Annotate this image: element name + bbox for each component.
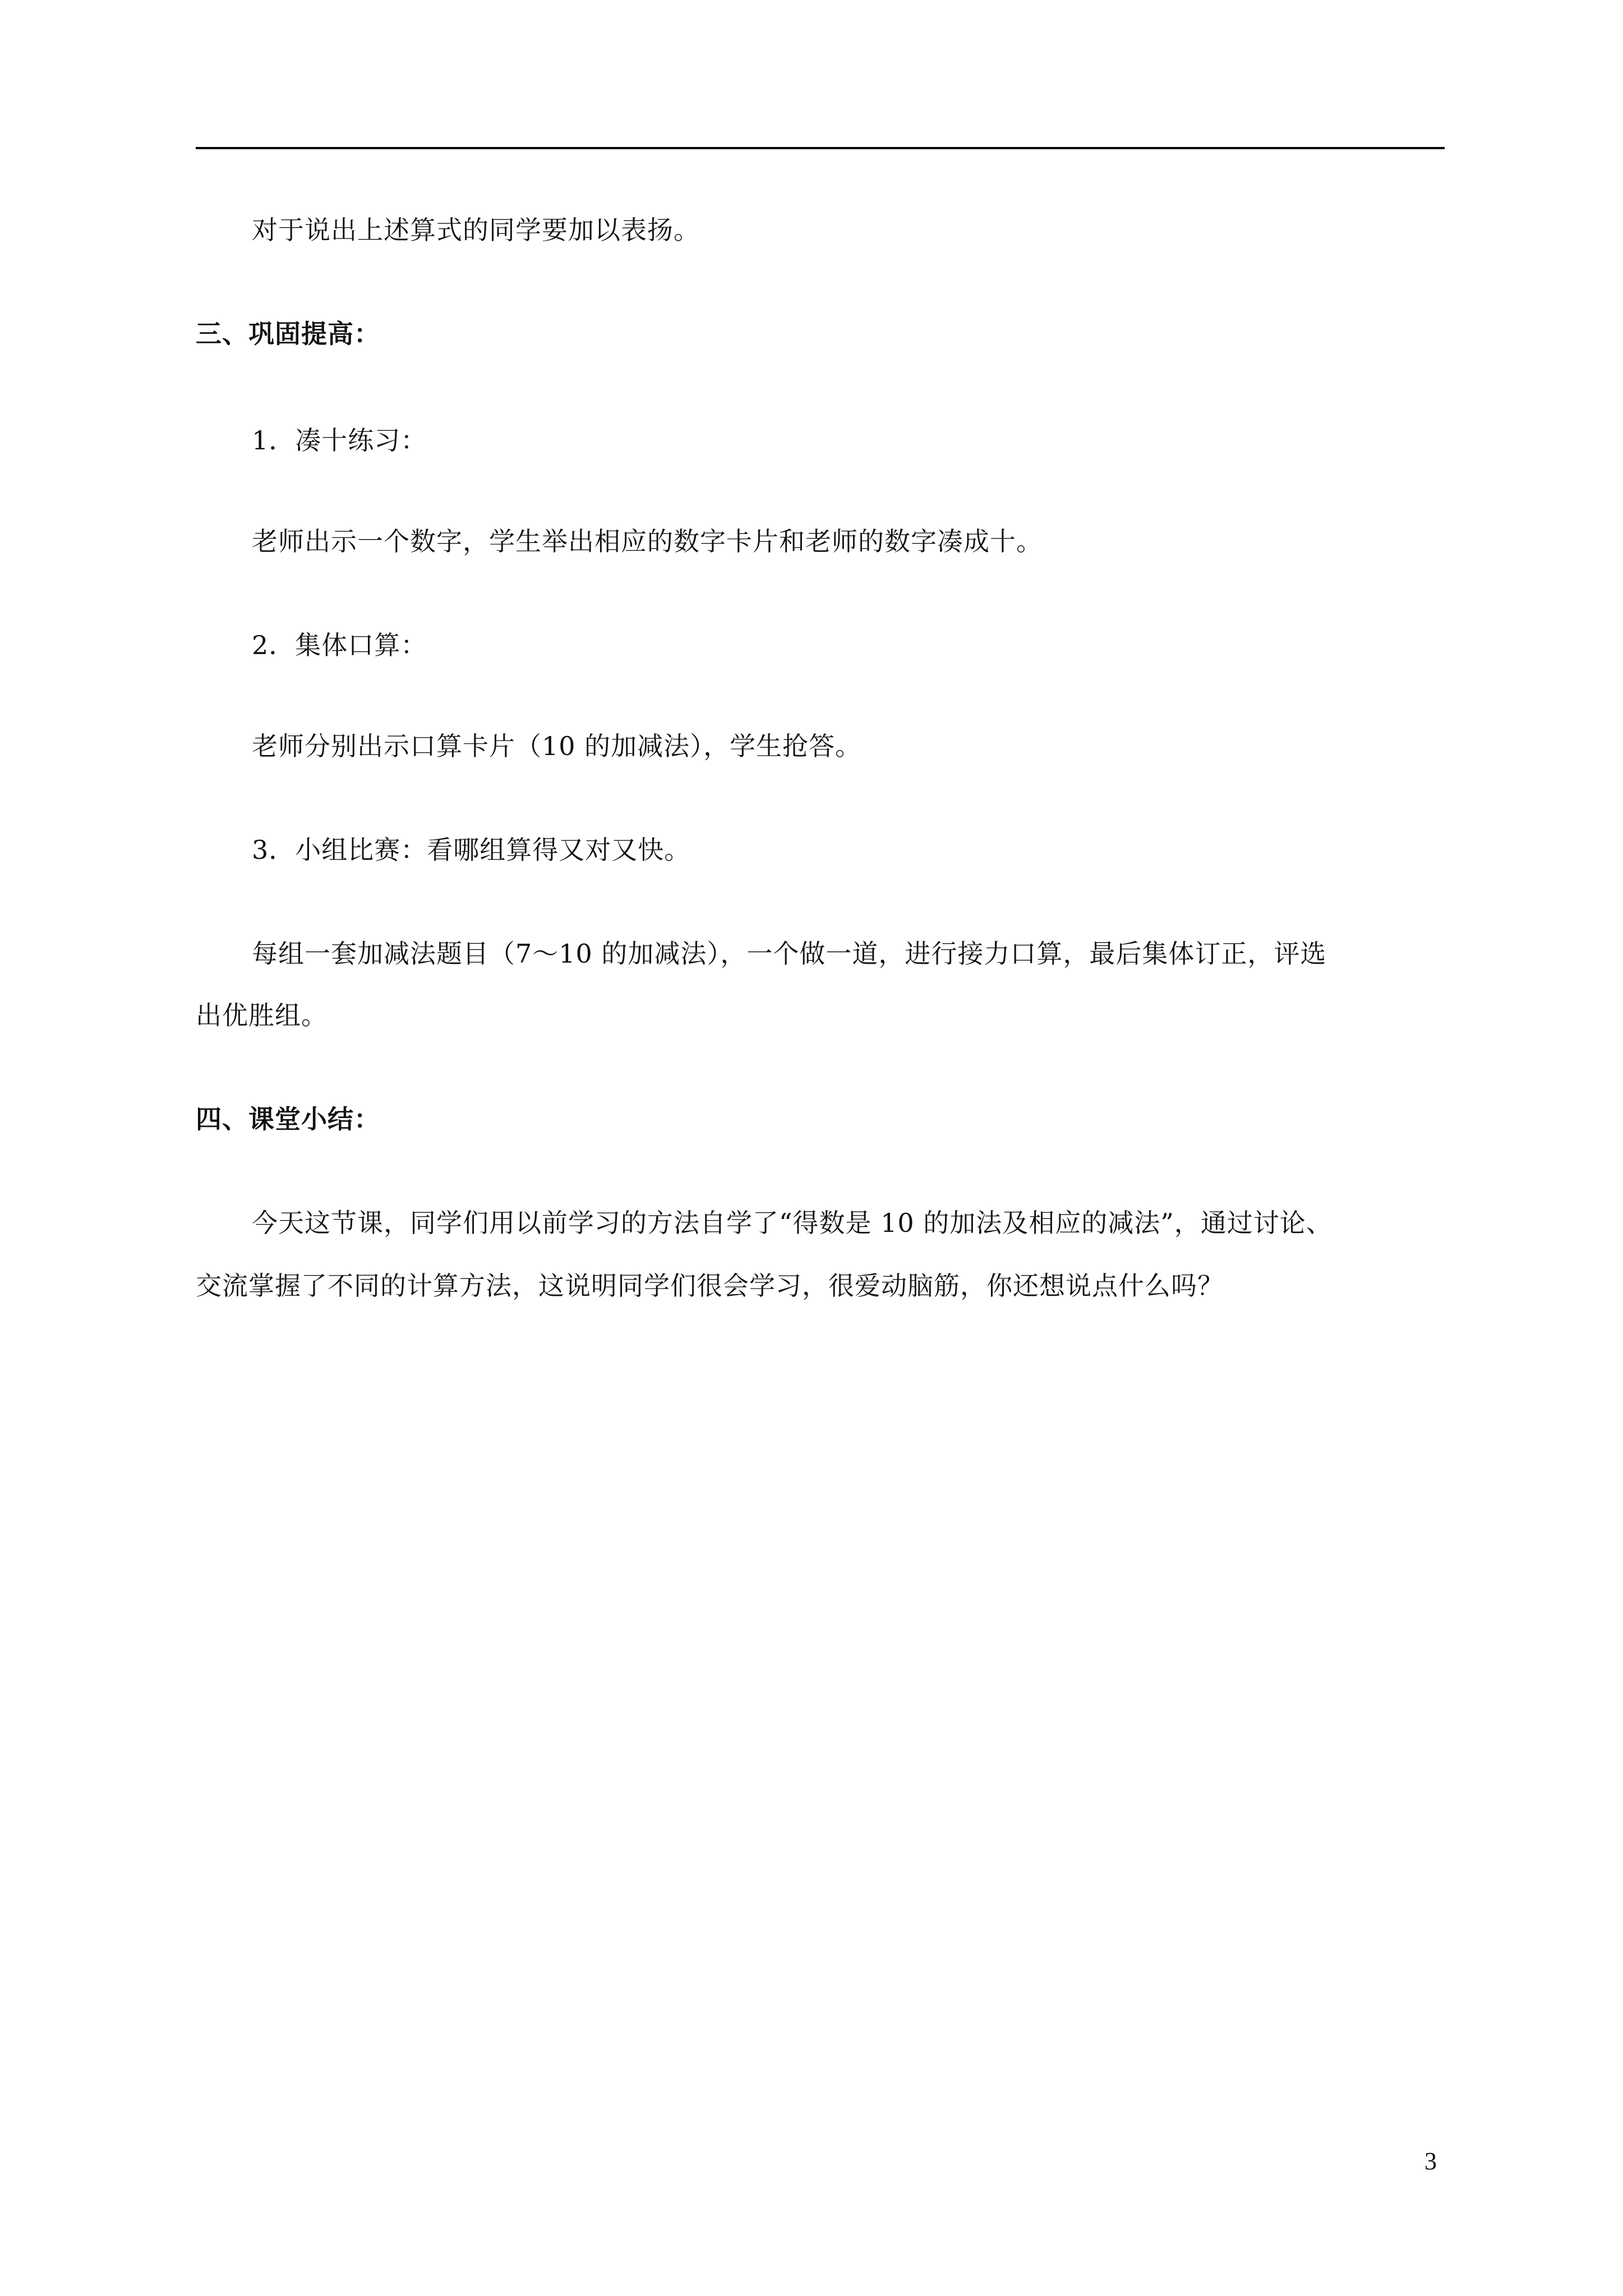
page-number: 3 (1424, 2147, 1437, 2175)
summary-line-2: 交流掌握了不同的计算方法，这说明同学们很会学习，很爱动脑筋，你还想说点什么吗？ (196, 1271, 1224, 1301)
exercise-2-title: 2．集体口算： (252, 630, 427, 660)
exercise-2-body: 老师分别出示口算卡片（10 的加减法），学生抢答。 (252, 731, 862, 761)
exercise-3-body-line-2: 出优胜组。 (196, 1000, 328, 1030)
exercise-1-body: 老师出示一个数字，学生举出相应的数字卡片和老师的数字凑成十。 (252, 526, 1043, 556)
summary-line-1: 今天这节课，同学们用以前学习的方法自学了“得数是 10 的加法及相应的减法”，通过讨论、 (252, 1208, 1332, 1238)
header-rule (196, 147, 1445, 149)
exercise-3-title: 3．小组比赛：看哪组算得又对又快。 (252, 835, 691, 865)
exercise-3-body-line-1: 每组一套加减法题目（7～10 的加减法），一个做一道，进行接力口算，最后集体订正，评选 (252, 938, 1327, 969)
exercise-1-title: 1．凑十练习： (252, 425, 427, 455)
paragraph-praise: 对于说出上述算式的同学要加以表扬。 (252, 215, 700, 245)
section-heading-summary: 四、课堂小结： (196, 1104, 380, 1134)
section-heading-consolidation: 三、巩固提高： (196, 319, 380, 349)
